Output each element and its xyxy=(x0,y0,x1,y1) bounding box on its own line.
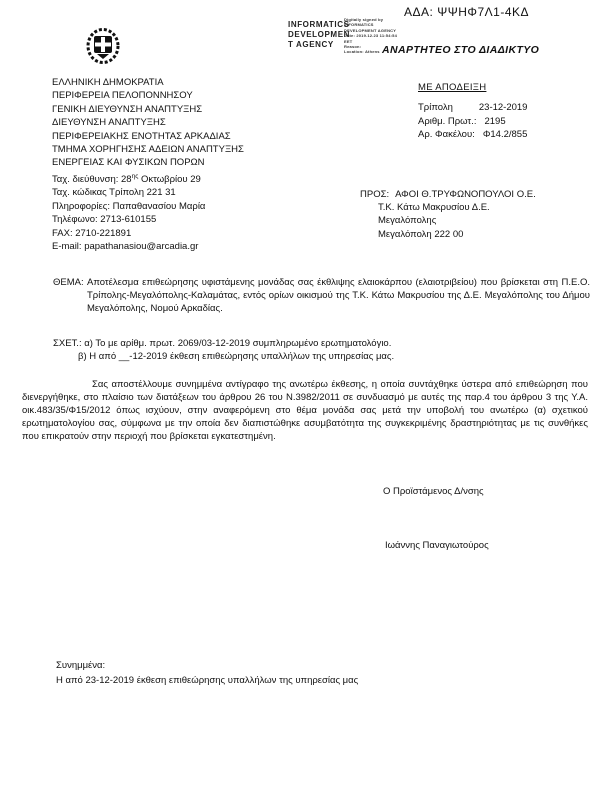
body-paragraph: Σας αποστέλλουμε συνημμένα αντίγραφο της ανωτέρω έκθεσης, η οποία συντάχθηκε ύστερα από επιθεώρηση που διενεργήθηκε, στο πλαίσιο των διατάξεων του άρθρου 26 του Ν.3982/2011 σε συνδυασμό με αυτές της παρ.4 του άρθρου 3 της Υ.Α. οικ.483/35/Φ15/2012 όπως ισχύουν, στην αναφερόμενη στο θέμα μονάδα σας μετά την υποβολή του ανωτέρω (α) σχετικού ερωτηματολογίου σας, σύμφωνα με την οποία δεν διαπιστώθηκε ασυμβατότητα της συγκεκριμένης δραστηριότητας με τις συνθήκες που επικρατούν στην περιοχή που βρίσκεται εγκατεστημένη. xyxy=(22,379,588,442)
subject-block xyxy=(53,276,590,315)
stamp-detail-line: Digitally signed by xyxy=(344,17,384,22)
reference-item: α) Το με αρίθμ. πρωτ. 2069/03-12-2019 συμπληρωμένο ερωτηματολόγιο. xyxy=(84,338,392,349)
sender-line: ΕΛΛΗΝΙΚΗ ΔΗΜΟΚΡΑΤΙΑ xyxy=(52,77,164,88)
subject-label: ΘΕΜΑ: xyxy=(53,277,84,288)
sender-email-line: E-mail: papathanasiou@arcadia.gr xyxy=(52,241,199,253)
reference-item: β) Η από __-12-2019 έκθεση επιθεώρησης υπαλλήλων της υπηρεσίας μας. xyxy=(78,351,395,362)
greek-national-emblem-icon xyxy=(84,26,122,73)
stamp-detail-line: Reason: xyxy=(344,44,362,50)
stamp-detail-line: EET xyxy=(344,38,353,44)
references-label: ΣΧΕΤ.: xyxy=(53,338,82,349)
attachments-block xyxy=(56,659,358,688)
folder-label: Αρ. Φακέλου: xyxy=(418,129,475,141)
stamp-agency-line: INFORMATICS xyxy=(288,20,350,29)
subject-text: Αποτέλεσμα επιθεώρησης υφιστάμενης μονάδας σας έκθλιψης ελαιοκάρπου (ελαιοτριβείου) που βρίσκεται στη Π.Ε.Ο. Τρίπολης-Μεγαλόπολης-Καλαμάτας, εντός ορίων οικισμού της Τ.Κ. Κάτω Μακρυσίου της Δ.Ε. Μεγαλόπολης του Δήμου Μεγαλόπολης, Νομού Αρκαδίας. xyxy=(87,277,590,314)
sender-line: ΠΕΡΙΦΕΡΕΙΑ ΠΕΛΟΠΟΝΝΗΣΟΥ xyxy=(52,90,193,102)
sender-line: Τηλέφωνο: 2713-610155 xyxy=(52,214,157,226)
sender-line: ΓΕΝΙΚΗ ΔΙΕΥΘΥΝΣΗ ΑΝΑΠΤΥΞΗΣ xyxy=(52,103,203,115)
delivery-method: ΜΕ ΑΠΟΔΕΙΞΗ xyxy=(418,82,487,93)
references-block xyxy=(53,337,573,363)
attachments-label: Συνημμένα: xyxy=(56,660,106,671)
stamp-detail-line: INFORMATICS xyxy=(344,22,374,28)
city: Τρίπολη xyxy=(418,102,453,114)
web-posting-notice: ΑΝΑΡΤΗΤΕΟ ΣΤΟ ΔΙΑΔΙΚΤΥΟ xyxy=(382,44,540,56)
protocol-label: Αριθμ. Πρωτ.: xyxy=(418,115,477,127)
sender-line: Πληροφορίες: Παπαθανασίου Μαρία xyxy=(52,200,206,212)
sender-line: ΤΜΗΜΑ ΧΟΡΗΓΗΣΗΣ ΑΔΕΙΩΝ ΑΝΑΠΤΥΞΗΣ xyxy=(52,144,244,156)
recipient-line: Μεγαλόπολη 222 00 xyxy=(378,228,464,240)
address-prefix: Ταχ. διεύθυνση: 28 xyxy=(52,174,132,185)
recipient-block xyxy=(360,188,590,241)
digital-signature-agency xyxy=(288,20,350,50)
reference-line xyxy=(53,337,573,350)
folder-number-line xyxy=(418,128,527,141)
protocol-block xyxy=(418,81,527,142)
signatory-name: Ιωάννης Παναγιωτούρος xyxy=(385,540,489,551)
address-suffix: Οκτωβρίου 29 xyxy=(138,174,201,185)
sender-line: ΕΝΕΡΓΕΙΑΣ ΚΑΙ ΦΥΣΙΚΩΝ ΠΟΡΩΝ xyxy=(52,157,205,169)
sender-block xyxy=(52,76,302,253)
recipient-line: Μεγαλόπολης xyxy=(378,215,437,227)
recipient-label: ΠΡΟΣ: xyxy=(360,189,390,200)
sender-line: Ταχ. κώδικας Τρίπολη 221 31 xyxy=(52,187,176,199)
attachment-item: Η από 23-12-2019 έκθεση επιθεώρησης υπαλλήλων της υπηρεσίας μας xyxy=(56,674,359,686)
city-date-line xyxy=(418,101,527,114)
stamp-detail-line: Location: Athens xyxy=(344,49,380,55)
recipient-first-line xyxy=(360,188,590,201)
signatory-title: Ο Προϊστάμενος Δ/νσης xyxy=(383,486,484,497)
stamp-detail-line: Date: 2019.12.23 11:54:54 xyxy=(344,33,398,39)
protocol-value: 2195 xyxy=(484,115,506,127)
sender-line: ΠΕΡΙΦΕΡΕΙΑΚΗΣ ΕΝΟΤΗΤΑΣ ΑΡΚΑΔΙΑΣ xyxy=(52,130,231,142)
sender-line: ΔΙΕΥΘΥΝΣΗ ΑΝΑΠΤΥΞΗΣ xyxy=(52,117,166,129)
sender-line: FAX: 2710-221891 xyxy=(52,227,132,239)
recipient-line: Τ.Κ. Κάτω Μακρυσίου Δ.Ε. xyxy=(378,202,490,214)
stamp-agency-line: DEVELOPMEN xyxy=(288,30,351,39)
stamp-detail-line: DEVELOPMENT AGENCY xyxy=(344,27,397,33)
recipient-name: ΑΦΟΙ Θ.ΤΡΥΦΩΝΟΠΟΥΛΟΙ Ο.Ε. xyxy=(395,189,536,200)
address-superscript: ης xyxy=(131,172,139,180)
folder-value: Φ14.2/855 xyxy=(482,129,528,141)
protocol-number-line xyxy=(418,115,527,128)
ada-code: ΑΔΑ: ΨΨΗΦ7Λ1-4ΚΔ xyxy=(404,5,530,19)
document-date: 23-12-2019 xyxy=(478,102,528,114)
sender-address-line xyxy=(52,170,302,187)
stamp-agency-line: T AGENCY xyxy=(288,40,334,49)
